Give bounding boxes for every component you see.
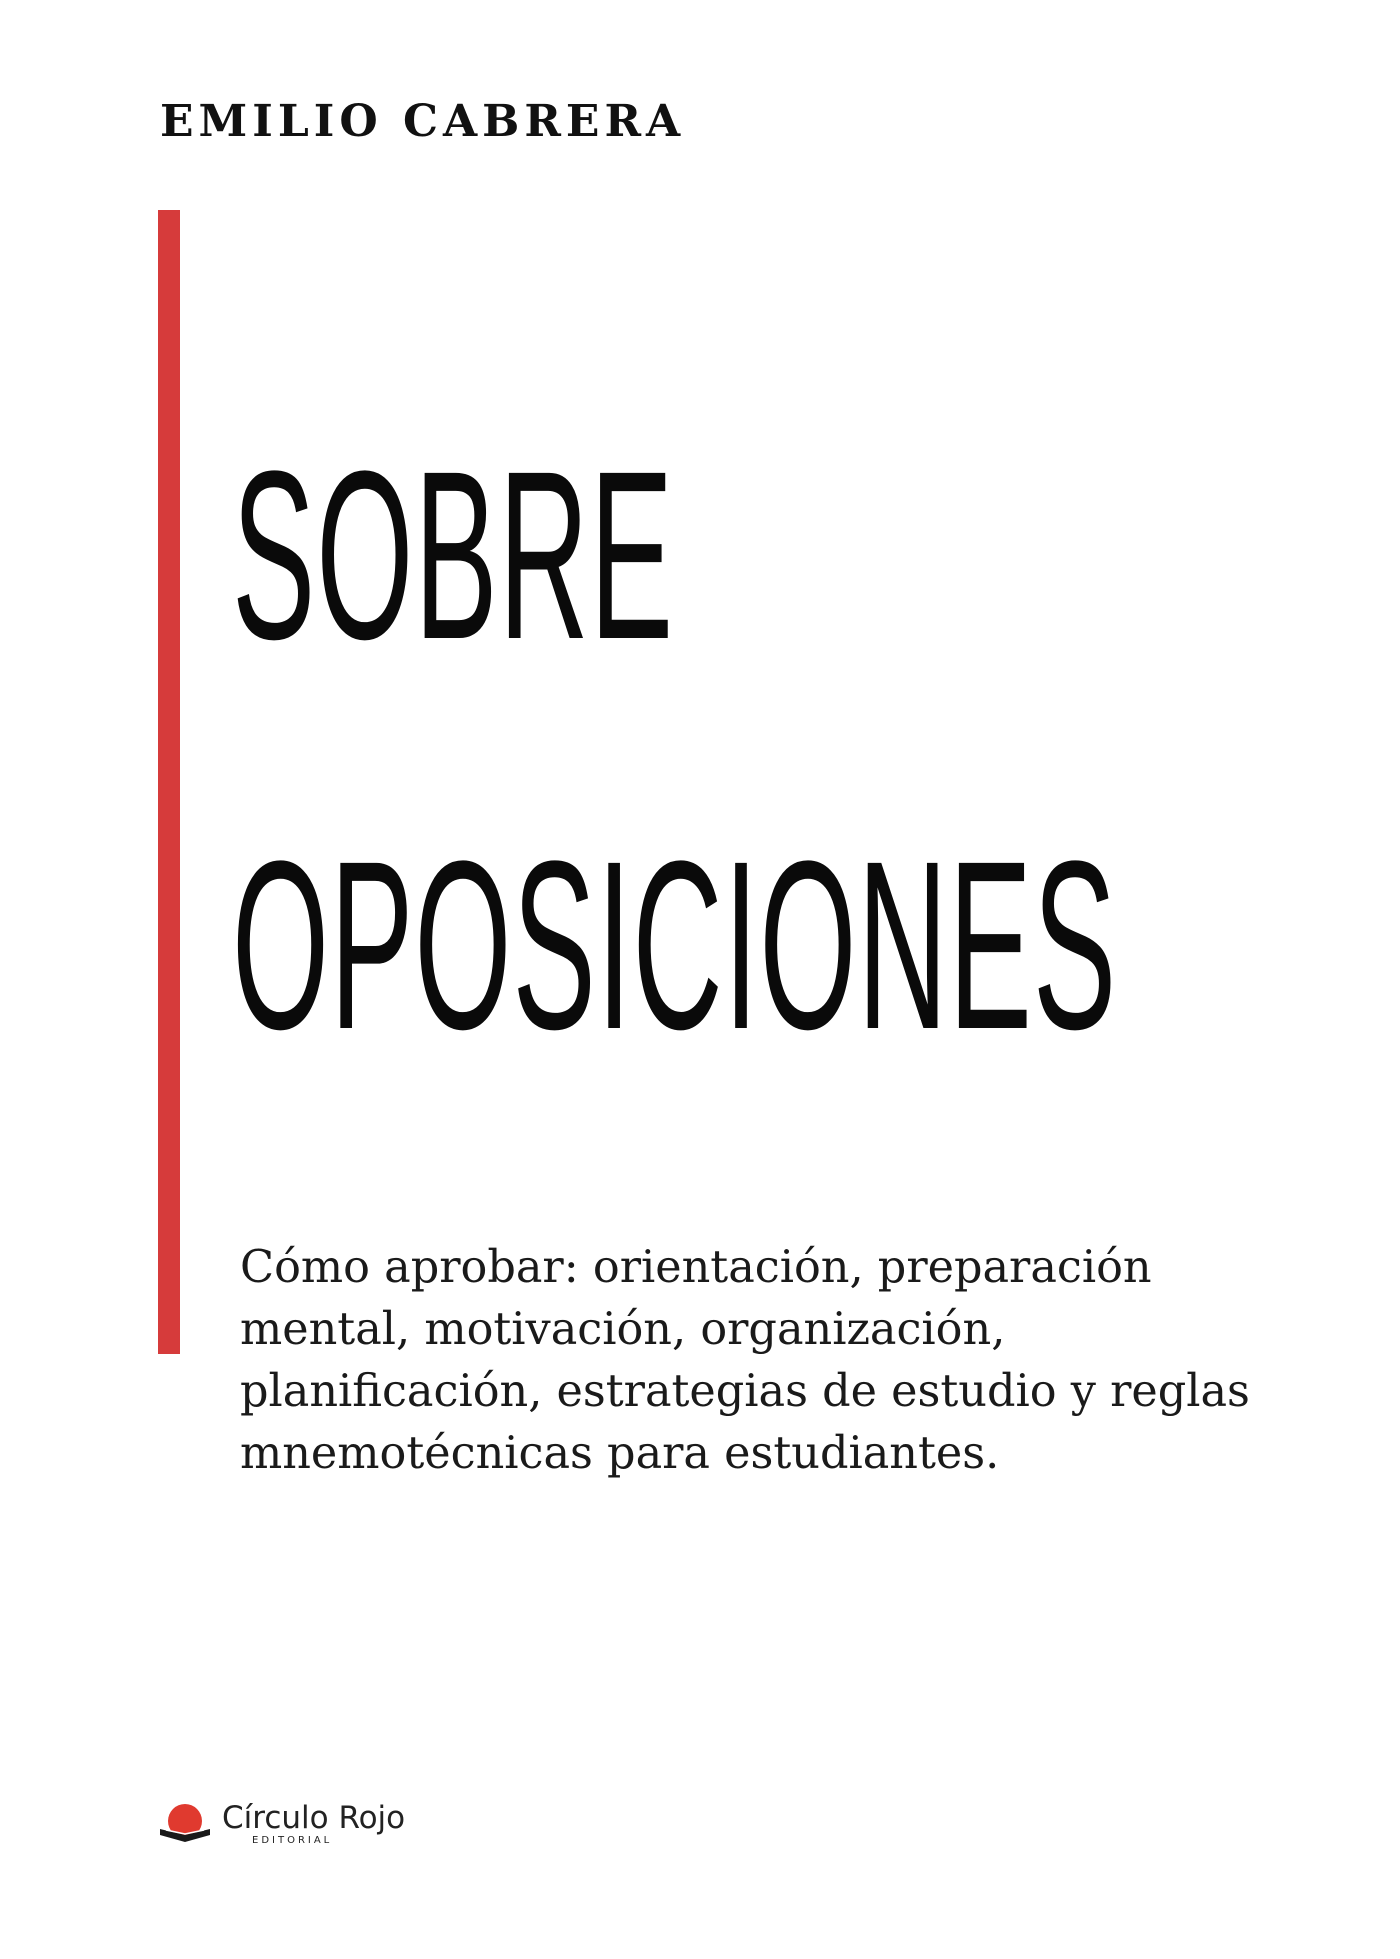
book-sun-icon [158, 1799, 212, 1847]
publisher-logo-block [158, 1795, 405, 1851]
publisher-subtitle: EDITORIAL [252, 1834, 333, 1846]
book-subtitle: Cómo aprobar: orientación, preparación mental, motivación, organización, planificación, estrategias de estudio y reglas mnemotécnicas para estudiantes. [240, 1240, 1250, 1479]
publisher-name: Círculo Rojo [222, 1799, 406, 1836]
title-line-2: OPOSICIONES [232, 811, 1118, 1079]
accent-bar [158, 210, 180, 1354]
title-line-1: SOBRE [232, 421, 675, 689]
author-name: EMILIO CABRERA [160, 96, 686, 147]
book-title [232, 360, 1232, 1140]
